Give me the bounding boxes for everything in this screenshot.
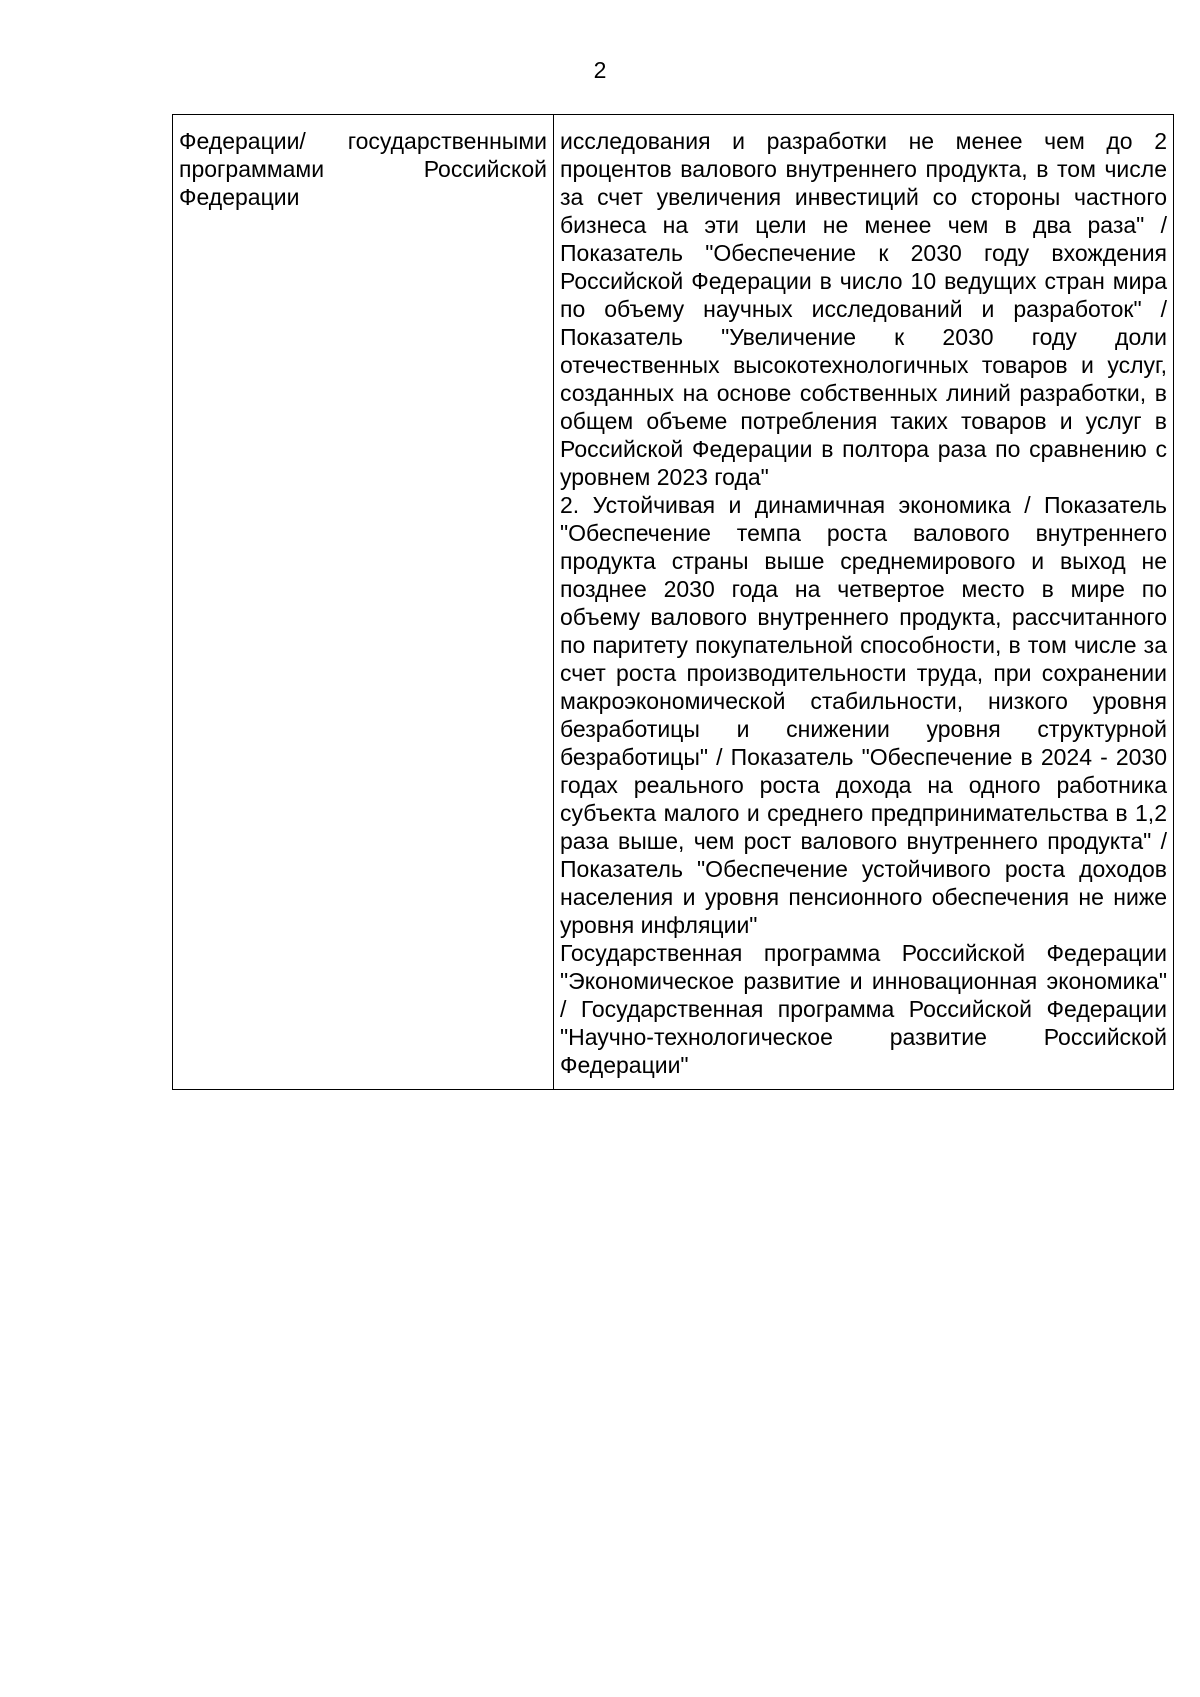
table-row xyxy=(173,115,1174,1090)
right-cell-paragraph-1: исследования и разработки не менее чем до 2 процентов валового внутреннего продукта, в том числе за счет увеличения инвестиций со стороны частного бизнеса на эти цели не менее чем в два раза" / Показатель "Обеспечение к 2030 году вхождения Российской Федерации в число 10 ведущих стран мира по объему научных исследований и разработок" / Показатель "Увеличение к 2030 году доли отечественных высокотехнологичных товаров и услуг, созданных на основе собственных линий разработки, в общем объеме потребления таких товаров и услуг в Российской Федерации в полтора раза по сравнению с уровнем 2023 года" xyxy=(560,128,1167,490)
right-cell-paragraph-2: 2. Устойчивая и динамичная экономика / Показатель "Обеспечение темпа роста валового внутреннего продукта страны выше среднемирового и выход не позднее 2030 года на четвертое место в мире по объему валового внутреннего продукта, рассчитанного по паритету покупательной способности, в том числе за счет роста производительности труда, при сохранении макроэкономической стабильности, низкого уровня безработицы и снижении уровня структурной безработицы" / Показатель "Обеспечение в 2024 - 2030 годах реального роста дохода на одного работника субъекта малого и среднего предпринимательства в 1,2 раза выше, чем рост валового внутреннего продукта" / Показатель "Обеспечение устойчивого роста доходов населения и уровня пенсионного обеспечения не ниже уровня инфляции" xyxy=(560,492,1167,938)
page-number: 2 xyxy=(593,57,607,83)
left-cell-text: Федерации/ государственными программами Российской Федерации xyxy=(179,128,547,210)
table-cell-left xyxy=(173,115,554,1090)
right-cell-paragraph-3: Государственная программа Российской Федерации "Экономическое развитие и инновационная экономика" / Государственная программа Российской Федерации "Научно-технологическое развитие Российской Федерации" xyxy=(560,940,1167,1078)
document-table xyxy=(172,114,1174,1090)
table-cell-right xyxy=(554,115,1174,1090)
